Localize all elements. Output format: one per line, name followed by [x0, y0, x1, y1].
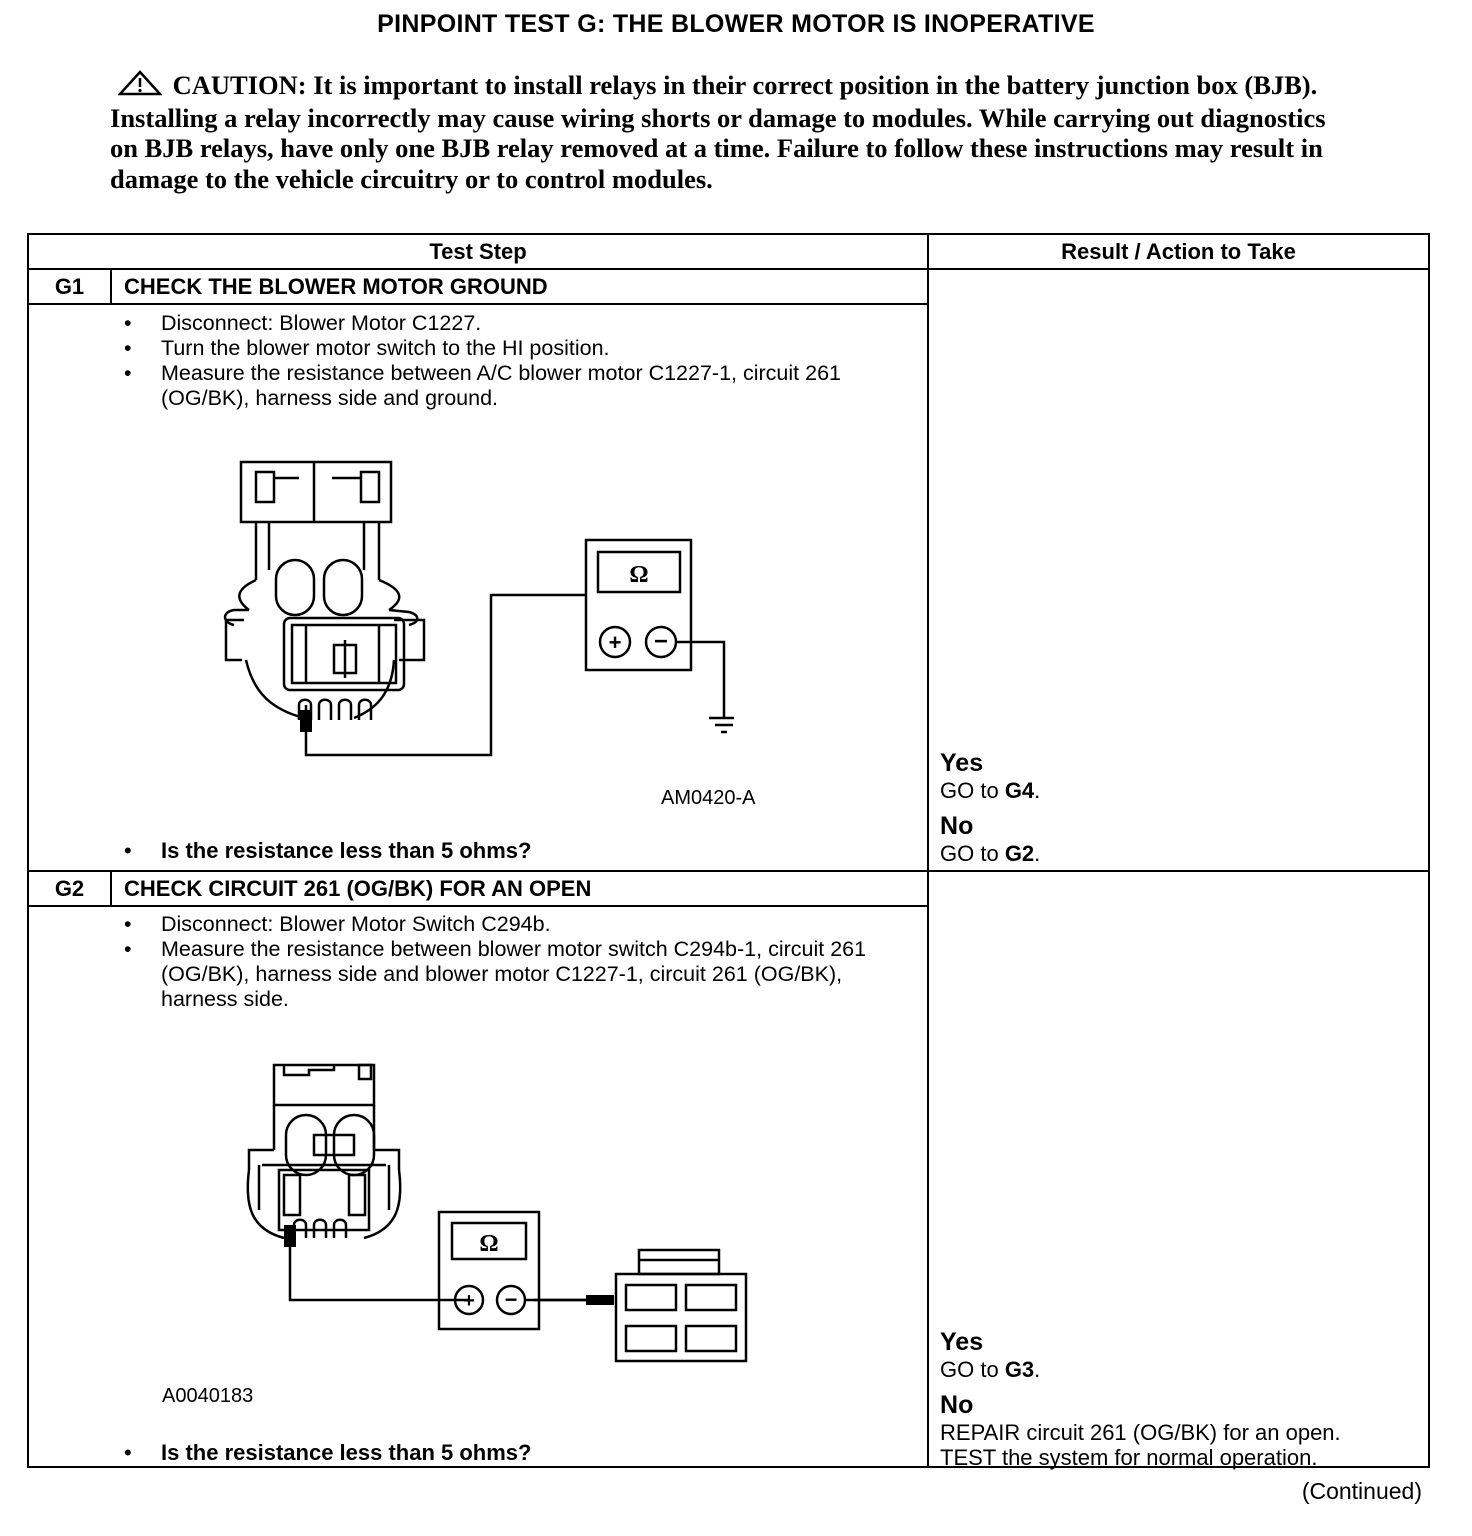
no-action: REPAIR circuit 261 (OG/BK) for an open. — [940, 1420, 1341, 1445]
continued-label: (Continued) — [1301, 1478, 1422, 1504]
pinpoint-test-table — [27, 233, 1430, 1468]
header-result-action: Result / Action to Take — [928, 234, 1429, 269]
yes-label: Yes — [940, 1328, 984, 1356]
no-action: GO to G2. — [940, 841, 1041, 866]
svg-text:+: + — [463, 1290, 475, 1312]
instruction-item: • Measure the resistance between A/C blower motor C1227-1, circuit 261 (OG/BK), harness side and ground. — [124, 361, 881, 411]
header-test-step: Test Step — [28, 234, 928, 269]
blower-motor-ground-diagram — [214, 460, 734, 770]
svg-text:−: − — [504, 1287, 518, 1312]
no-label: No — [940, 1391, 974, 1419]
caution-text: CAUTION: It is important to install relays in their correct position in the battery junction box (BJB). Installing a relay incorrectly may cause wiring shorts or damage to modules. While carrying out diagnostics on BJB relays, have only one BJB relay removed at a time. Failure to follow these instructions may result in damage to the vehicle circuitry or to control modules. — [110, 70, 1326, 194]
step-question: • Is the resistance less than 5 ohms? — [124, 1440, 531, 1466]
yes-action: GO to G4. — [940, 778, 1041, 803]
instruction-item: • Measure the resistance between blower motor switch C294b-1, circuit 261 (OG/BK), harness side and blower motor C1227-1, circuit 261 (OG/BK), harness side. — [124, 937, 901, 1012]
svg-text:+: + — [608, 630, 622, 655]
yes-action: GO to G3. — [940, 1357, 1041, 1382]
ohm-symbol: Ω — [629, 562, 649, 588]
svg-text:−: − — [653, 628, 669, 655]
step-id: G1 — [28, 269, 111, 304]
no-label: No — [940, 812, 974, 840]
step-result — [928, 871, 1429, 1470]
page-title: PINPOINT TEST G: THE BLOWER MOTOR IS INOPERATIVE — [377, 10, 1095, 38]
warning-triangle-icon — [118, 70, 166, 103]
instruction-item: • Disconnect: Blower Motor C1227. — [124, 311, 881, 336]
ohm-symbol: Ω — [479, 1231, 499, 1257]
no-action: TEST the system for normal operation. — [940, 1445, 1318, 1470]
figure-id: AM0420-A — [661, 787, 756, 809]
caution-notice — [110, 70, 1360, 194]
step-id: G2 — [28, 871, 111, 906]
step-instructions — [124, 311, 881, 411]
yes-label: Yes — [940, 749, 984, 777]
figure-id: A0040183 — [162, 1385, 254, 1407]
step-question: • Is the resistance less than 5 ohms? — [124, 838, 531, 864]
step-content — [28, 906, 928, 1467]
step-content — [28, 304, 928, 871]
instruction-item: • Disconnect: Blower Motor Switch C294b. — [124, 912, 901, 937]
step-result — [928, 269, 1429, 871]
step-title: CHECK THE BLOWER MOTOR GROUND — [111, 269, 928, 304]
step-title: CHECK CIRCUIT 261 (OG/BK) FOR AN OPEN — [111, 871, 928, 906]
instruction-item: • Turn the blower motor switch to the HI position. — [124, 336, 881, 361]
circuit-open-test-diagram — [214, 1060, 774, 1375]
step-instructions — [124, 912, 901, 1012]
